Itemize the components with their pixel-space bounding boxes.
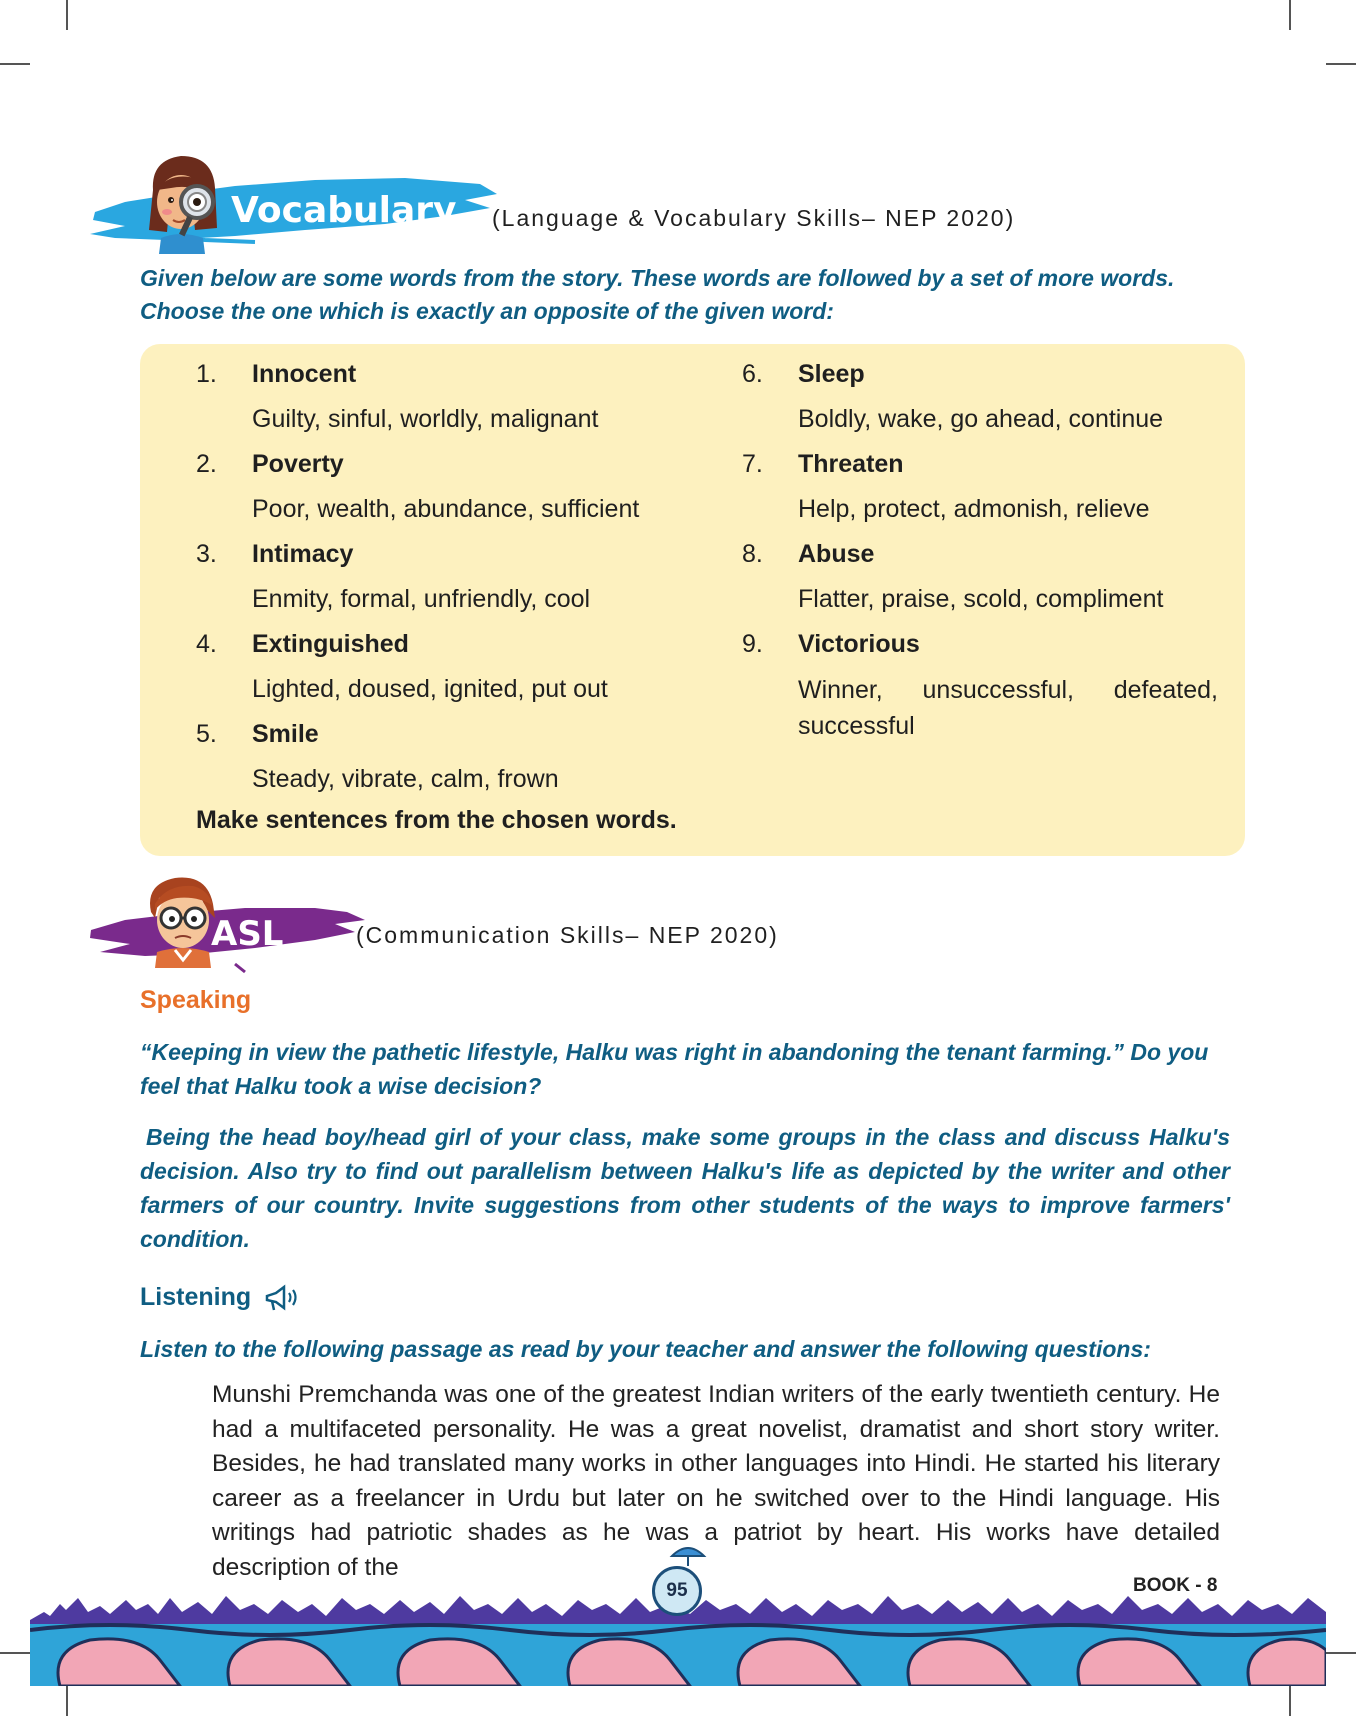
item-word: Abuse [798, 540, 875, 568]
item-number: 2. [196, 450, 217, 478]
crop-mark [1326, 63, 1356, 65]
crop-mark [0, 1652, 30, 1654]
vocabulary-banner [85, 150, 505, 260]
item-word: Poverty [252, 450, 344, 478]
speaking-quote: “Keeping in view the pathetic lifestyle, Halku was right in abandoning the tenant farming.” Do you feel that Halku took a wise decision? [140, 1039, 1209, 1099]
crop-mark [66, 1686, 68, 1716]
item-word: Smile [252, 720, 319, 748]
listening-instruction: Listen to the following passage as read by your teacher and answer the following questions: [140, 1336, 1151, 1362]
item-options: Flatter, praise, scold, compliment [798, 585, 1164, 613]
page-number: 95 [652, 1566, 702, 1616]
megaphone-icon [264, 1284, 302, 1312]
item-word: Sleep [798, 360, 865, 388]
item-number: 4. [196, 630, 217, 658]
vocabulary-instruction-line1: Given below are some words from the story. These words are followed by a set of more words. [140, 265, 1175, 291]
make-sentences-instruction: Make sentences from the chosen words. [196, 806, 677, 834]
crop-mark [0, 63, 30, 65]
listening-heading [140, 1283, 302, 1312]
item-word: Intimacy [252, 540, 354, 568]
book-label: BOOK - 8 [1133, 1575, 1218, 1596]
item-word: Innocent [252, 360, 357, 388]
item-options: Poor, wealth, abundance, sufficient [252, 495, 640, 523]
listening-passage: Munshi Premchanda was one of the greatest Indian writers of the early twentieth century. He had a multifaceted personality. He was a great novelist, dramatist and short story writer. Besides, he had translated many works in other languages into Hindi. He started his literary career as a freelancer in Urdu but later on he switched over to the Hindi language. His writings had patriotic shades as he was a patriot by heart. His works have detailed description of the [212, 1381, 1220, 1581]
vocabulary-instruction-line2: Choose the one which is exactly an opposite of the given word: [140, 298, 834, 324]
vocabulary-subtitle: (Language & Vocabulary Skills– NEP 2020) [492, 205, 1016, 231]
item-options: Lighted, doused, ignited, put out [252, 675, 608, 703]
crop-mark [66, 0, 68, 30]
item-options: Winner, unsuccessful, defeated, successful [798, 676, 1218, 740]
item-word: Victorious [798, 630, 920, 658]
crop-mark [1326, 1652, 1356, 1654]
item-options: Enmity, formal, unfriendly, cool [252, 585, 591, 613]
asl-subtitle: (Communication Skills– NEP 2020) [356, 922, 779, 948]
item-word: Threaten [798, 450, 904, 478]
umbrella-icon [668, 1542, 708, 1568]
item-options: Boldly, wake, go ahead, continue [798, 405, 1164, 433]
item-number: 1. [196, 360, 217, 388]
asl-banner [85, 868, 375, 978]
item-word: Extinguished [252, 630, 409, 658]
item-options: Help, protect, admonish, relieve [798, 495, 1150, 523]
item-number: 5. [196, 720, 217, 748]
item-number: 7. [742, 450, 763, 478]
speaking-heading: Speaking [140, 986, 252, 1014]
asl-title: ASL [211, 914, 284, 954]
crop-mark [1289, 1686, 1291, 1716]
listening-heading-label: Listening [140, 1283, 252, 1311]
item-number: 9. [742, 630, 763, 658]
vocabulary-title: Vocabulary [231, 190, 457, 231]
item-options: Guilty, sinful, worldly, malignant [252, 405, 599, 433]
item-number: 6. [742, 360, 763, 388]
speaking-task: Being the head boy/head girl of your class, make some groups in the class and discuss Halku's decision. Also try to find out parallelism between Halku's life as depicted by the writer and other farmers of our country. Invite suggestions from other students of the ways to improve farmers' condition. [140, 1124, 1230, 1252]
girl-magnifier-icon [133, 150, 233, 254]
item-options: Steady, vibrate, calm, frown [252, 765, 559, 793]
crop-mark [1289, 0, 1291, 30]
item-number: 8. [742, 540, 763, 568]
item-number: 3. [196, 540, 217, 568]
